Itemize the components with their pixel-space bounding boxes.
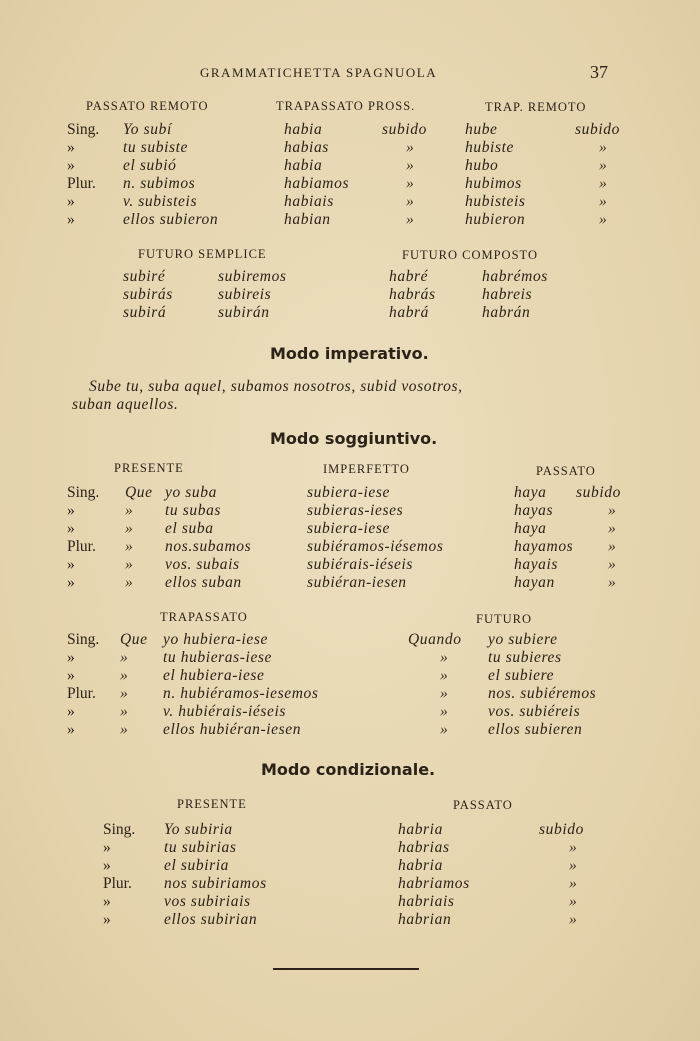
quando-marker: Quando	[408, 631, 462, 648]
table-row	[0, 893, 700, 911]
sogg-futuro-form: nos. subiéremos	[488, 685, 597, 702]
que-marker: Que	[125, 484, 153, 501]
table-row	[0, 685, 700, 703]
passato-remoto-form: el subió	[123, 157, 177, 174]
cond-presente-form: nos subiriamos	[164, 875, 267, 892]
person-label: Sing.	[67, 631, 100, 648]
trapassato-participle: »	[406, 157, 415, 174]
passato-remoto-form: n. subimos	[123, 175, 196, 192]
table-row	[0, 721, 700, 739]
heading-sogg-futuro: FUTURO	[476, 612, 533, 626]
person-label: »	[103, 857, 111, 874]
cond-passato-participle: »	[569, 839, 578, 856]
trap-remoto-aux: hubo	[465, 157, 499, 174]
table-row	[0, 121, 700, 139]
cond-passato-aux: habrias	[398, 839, 450, 856]
table-row	[0, 538, 700, 556]
quando-marker: »	[440, 721, 449, 738]
table-row	[0, 211, 700, 229]
cond-presente-form: vos subiriais	[164, 893, 251, 910]
passato-remoto-form: Yo subí	[123, 121, 172, 138]
table-row	[0, 268, 700, 286]
passato-remoto-form: v. subisteis	[123, 193, 198, 210]
futuro-composto-plur: habreis	[482, 286, 533, 303]
sogg-passato-aux: hayas	[514, 502, 554, 519]
table-row	[0, 911, 700, 929]
table-row	[0, 821, 700, 839]
cond-passato-participle: »	[569, 857, 578, 874]
person-label: »	[67, 667, 75, 684]
trap-remoto-aux: hubieron	[465, 211, 526, 228]
table-row	[0, 139, 700, 157]
cond-passato-aux: habria	[398, 821, 443, 838]
futuro-composto-sing: habré	[389, 268, 429, 285]
trap-remoto-participle: »	[599, 139, 608, 156]
quando-marker: »	[440, 649, 449, 666]
sogg-presente-form: yo suba	[165, 484, 217, 501]
person-label: Sing.	[67, 484, 100, 501]
sogg-passato-participle: »	[608, 574, 617, 591]
heading-futuro-semplice: FUTURO SEMPLICE	[138, 247, 267, 261]
passato-remoto-form: ellos subieron	[123, 211, 219, 228]
person-label: »	[67, 139, 75, 156]
que-marker: »	[120, 685, 129, 702]
running-title: GRAMMATICHETTA SPAGNUOLA	[200, 65, 438, 80]
futuro-semplice-sing: subiré	[123, 268, 166, 285]
sogg-futuro-form: el subiere	[488, 667, 555, 684]
sogg-futuro-form: vos. subiéreis	[488, 703, 581, 720]
cond-passato-participle: subido	[539, 821, 584, 838]
heading-futuro-composto: FUTURO COMPOSTO	[402, 248, 538, 262]
trap-remoto-aux: hubiste	[465, 139, 514, 156]
sogg-trapassato-form: tu hubieras-iese	[163, 649, 273, 666]
quando-marker: »	[440, 685, 449, 702]
sogg-passato-aux: haya	[514, 484, 547, 501]
table-row	[0, 175, 700, 193]
cond-presente-form: Yo subiria	[164, 821, 233, 838]
trap-remoto-participle: »	[599, 175, 608, 192]
person-label: »	[103, 911, 111, 928]
heading-passato-remoto: PASSATO REMOTO	[86, 99, 209, 113]
sogg-trapassato-form: v. hubiérais-iéseis	[163, 703, 287, 720]
sogg-presente-form: ellos suban	[165, 574, 242, 591]
trapassato-aux: habian	[284, 211, 331, 228]
sogg-futuro-form: tu subieres	[488, 649, 562, 666]
person-label: »	[103, 839, 111, 856]
person-label: Plur.	[103, 875, 132, 892]
page-number: 37	[590, 62, 608, 82]
cond-passato-participle: »	[569, 893, 578, 910]
sogg-imperfetto-form: subieras-ieses	[307, 502, 404, 519]
person-label: Sing.	[103, 821, 136, 838]
que-marker: »	[120, 649, 129, 666]
sogg-futuro-form: ellos subieren	[488, 721, 583, 738]
que-marker: Que	[120, 631, 148, 648]
futuro-composto-sing: habrá	[389, 304, 430, 321]
trap-remoto-participle: »	[599, 157, 608, 174]
table-row	[0, 703, 700, 721]
heading-cond-passato: PASSATO	[453, 798, 513, 812]
que-marker: »	[125, 574, 134, 591]
person-label: Sing.	[67, 121, 100, 138]
sogg-passato-aux: haya	[514, 520, 547, 537]
trapassato-aux: habia	[284, 121, 323, 138]
table-row	[0, 649, 700, 667]
person-label: »	[67, 157, 75, 174]
table-row	[0, 574, 700, 592]
futuro-semplice-plur: subiremos	[218, 268, 287, 285]
sogg-passato-aux: hayan	[514, 574, 555, 591]
futuro-semplice-sing: subirás	[123, 286, 173, 303]
trap-remoto-aux: hubimos	[465, 175, 522, 192]
cond-passato-participle: »	[569, 875, 578, 892]
sogg-presente-form: tu subas	[165, 502, 222, 519]
table-row	[0, 193, 700, 211]
person-label: »	[67, 193, 75, 210]
table-row	[0, 286, 700, 304]
cond-passato-aux: habrian	[398, 911, 452, 928]
quando-marker: »	[440, 667, 449, 684]
trapassato-aux: habiais	[284, 193, 334, 210]
sogg-passato-participle: »	[608, 502, 617, 519]
heading-cond-presente: PRESENTE	[177, 797, 247, 811]
trapassato-participle: subido	[382, 121, 427, 138]
sogg-imperfetto-form: subiéramos-iésemos	[307, 538, 444, 555]
heading-trapassato-remoto: TRAP. REMOTO	[485, 100, 587, 114]
trap-remoto-aux: hube	[465, 121, 498, 138]
futuro-composto-plur: habrán	[482, 304, 531, 321]
sogg-imperfetto-form: subiérais-iéseis	[307, 556, 414, 573]
sogg-trapassato-form: n. hubiéramos-iesemos	[163, 685, 319, 702]
que-marker: »	[125, 556, 134, 573]
table-row	[0, 520, 700, 538]
person-label: Plur.	[67, 175, 96, 192]
trapassato-aux: habiamos	[284, 175, 350, 192]
futuro-semplice-plur: subireis	[218, 286, 272, 303]
person-label: »	[67, 721, 75, 738]
futuro-semplice-plur: subirán	[218, 304, 270, 321]
table-row	[0, 667, 700, 685]
person-label: Plur.	[67, 538, 96, 555]
heading-sogg-trapassato: TRAPASSATO	[160, 610, 248, 624]
cond-presente-form: el subiria	[164, 857, 229, 874]
trapassato-participle: »	[406, 175, 415, 192]
table-row	[0, 304, 700, 322]
trap-remoto-aux: hubisteis	[465, 193, 526, 210]
futuro-composto-sing: habrás	[389, 286, 436, 303]
trapassato-aux: habias	[284, 139, 329, 156]
que-marker: »	[125, 502, 134, 519]
person-label: »	[67, 649, 75, 666]
person-label: »	[67, 520, 75, 537]
cond-passato-aux: habriais	[398, 893, 455, 910]
person-label: »	[67, 211, 75, 228]
heading-sogg-passato: PASSATO	[536, 464, 596, 478]
person-label: »	[67, 703, 75, 720]
condizionale-title: Modo condizionale.	[261, 760, 436, 779]
sogg-passato-participle: »	[608, 520, 617, 537]
trapassato-aux: habia	[284, 157, 323, 174]
sogg-passato-participle: subido	[576, 484, 621, 501]
person-label: »	[67, 574, 75, 591]
que-marker: »	[125, 520, 134, 537]
trap-remoto-participle: »	[599, 193, 608, 210]
person-label: »	[103, 893, 111, 910]
passato-remoto-form: tu subiste	[123, 139, 188, 156]
heading-sogg-imperfetto: IMPERFETTO	[323, 462, 410, 476]
cond-passato-aux: habria	[398, 857, 443, 874]
cond-passato-participle: »	[569, 911, 578, 928]
closing-rule	[273, 968, 419, 970]
futuro-composto-plur: habrémos	[482, 268, 548, 285]
table-row	[0, 484, 700, 502]
imperativo-line-1: Sube tu, suba aquel, subamos nosotros, subid vosotros,	[89, 378, 463, 395]
sogg-imperfetto-form: subiera-iese	[307, 484, 390, 501]
trap-remoto-participle: subido	[575, 121, 620, 138]
sogg-passato-aux: hayais	[514, 556, 559, 573]
sogg-trapassato-form: ellos hubiéran-iesen	[163, 721, 302, 738]
trap-remoto-participle: »	[599, 211, 608, 228]
sogg-trapassato-form: el hubiera-iese	[163, 667, 265, 684]
sogg-futuro-form: yo subiere	[488, 631, 558, 648]
cond-passato-aux: habriamos	[398, 875, 470, 892]
table-row	[0, 875, 700, 893]
table-row	[0, 502, 700, 520]
table-row	[0, 631, 700, 649]
sogg-presente-form: el suba	[165, 520, 214, 537]
table-row	[0, 857, 700, 875]
que-marker: »	[125, 538, 134, 555]
sogg-passato-aux: hayamos	[514, 538, 574, 555]
imperativo-title: Modo imperativo.	[270, 344, 429, 363]
cond-presente-form: tu subirias	[164, 839, 237, 856]
sogg-presente-form: vos. subais	[165, 556, 240, 573]
heading-trapassato-prossimo: TRAPASSATO PROSS.	[276, 99, 416, 113]
cond-presente-form: ellos subirian	[164, 911, 258, 928]
person-label: »	[67, 556, 75, 573]
person-label: »	[67, 502, 75, 519]
table-row	[0, 556, 700, 574]
table-row	[0, 839, 700, 857]
sogg-presente-form: nos.subamos	[165, 538, 252, 555]
trapassato-participle: »	[406, 193, 415, 210]
que-marker: »	[120, 703, 129, 720]
sogg-passato-participle: »	[608, 556, 617, 573]
sogg-passato-participle: »	[608, 538, 617, 555]
que-marker: »	[120, 667, 129, 684]
trapassato-participle: »	[406, 139, 415, 156]
sogg-imperfetto-form: subiera-iese	[307, 520, 390, 537]
imperativo-line-2: suban aquellos.	[72, 396, 179, 413]
futuro-semplice-sing: subirá	[123, 304, 167, 321]
que-marker: »	[120, 721, 129, 738]
heading-sogg-presente: PRESENTE	[114, 461, 184, 475]
table-row	[0, 157, 700, 175]
person-label: Plur.	[67, 685, 96, 702]
trapassato-participle: »	[406, 211, 415, 228]
quando-marker: »	[440, 703, 449, 720]
sogg-imperfetto-form: subiéran-iesen	[307, 574, 407, 591]
soggiuntivo-title: Modo soggiuntivo.	[270, 429, 438, 448]
sogg-trapassato-form: yo hubiera-iese	[163, 631, 268, 648]
